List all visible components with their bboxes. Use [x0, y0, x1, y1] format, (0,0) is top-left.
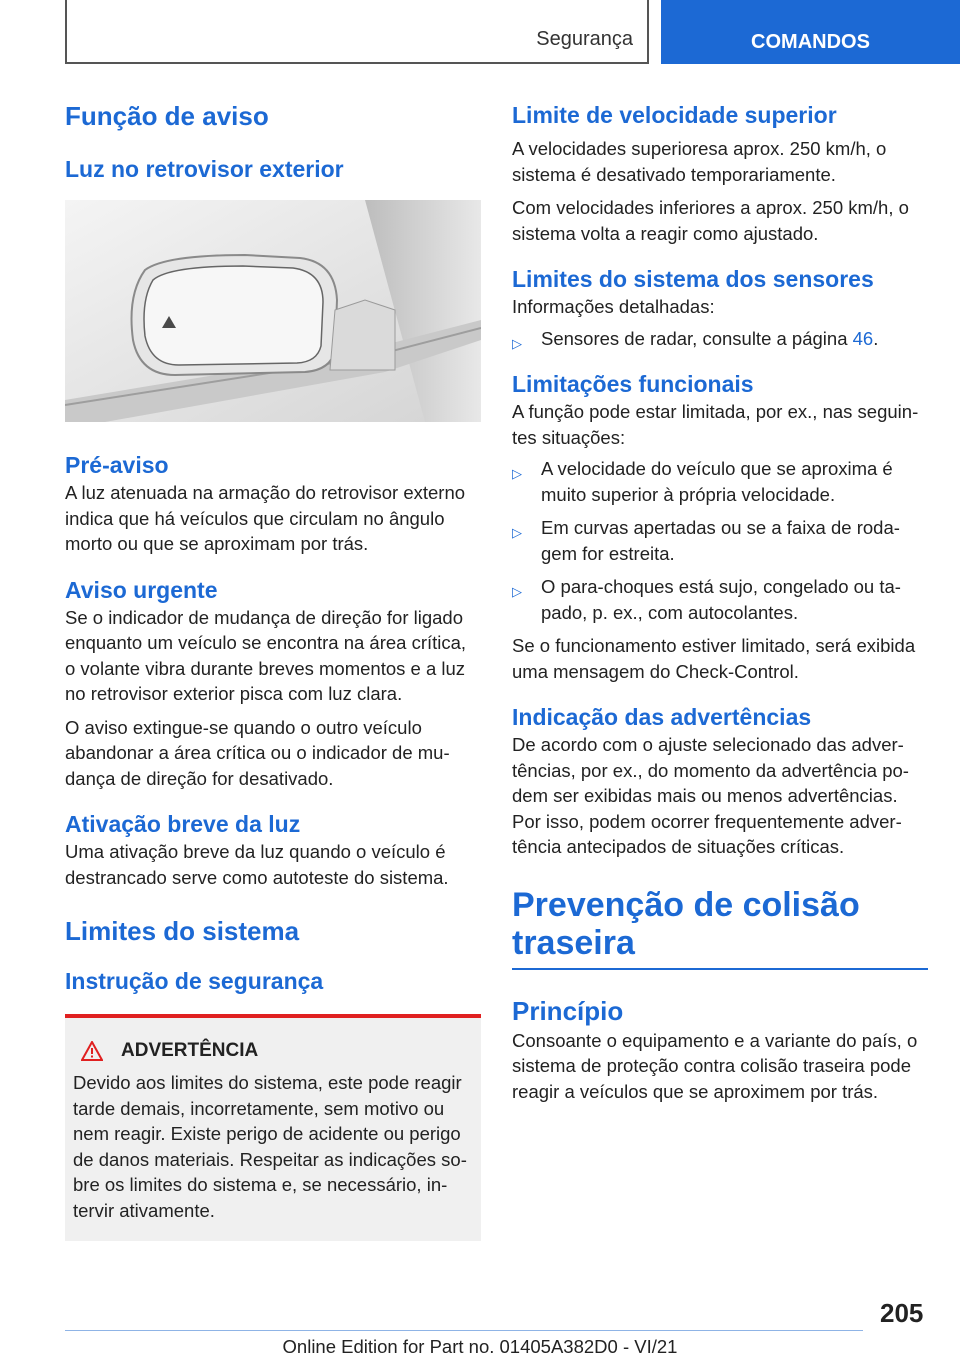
list-item — [512, 515, 928, 566]
text-limite-velocidade-2: Com velocidades inferiores a aprox. 250 km/h, o sistema volta a reagir como ajustado. — [512, 197, 909, 244]
warning-triangle-icon — [81, 1041, 103, 1061]
header-section-box — [65, 0, 649, 64]
warning-header — [73, 1040, 473, 1062]
header-section-title: Segurança — [536, 28, 633, 50]
mirror-illustration — [65, 200, 481, 422]
text-limitacoes-2: Se o funcionamento estiver limitado, será exibida uma mensagem do Check-Control. — [512, 635, 916, 682]
list-item — [512, 574, 928, 625]
footer-divider — [65, 1330, 863, 1331]
sensores-bullet-end: . — [873, 327, 879, 349]
header-tab-comandos[interactable] — [661, 0, 960, 64]
warning-title: ADVERTÊNCIA — [121, 1040, 259, 1061]
header-tab-label: COMANDOS — [751, 31, 870, 53]
bullet-triangle-icon: ▷ — [512, 525, 522, 540]
heading-luz-retrovisor: Luz no retrovisor exterior — [65, 156, 344, 182]
heading-funcao-aviso: Função de aviso — [65, 101, 269, 131]
bullet-triangle-icon: ▷ — [512, 335, 522, 351]
sensores-bullet-text: Sensores de radar, consulte a página — [541, 327, 853, 349]
text-informacoes-detalhadas: Informações detalhadas: — [512, 296, 715, 317]
left-column — [65, 100, 481, 1241]
heading-pre-aviso: Pré-aviso — [65, 452, 169, 478]
limitacao-text: Em curvas apertadas ou se a faixa de rodagem for estreita. — [541, 517, 900, 564]
text-aviso-urgente-2: O aviso extingue-se quando o outro veículo abandonar a área crítica ou o indicador de mudança de direção for desativado. — [65, 716, 450, 789]
heading-instrucao-seguranca: Instrução de segurança — [65, 968, 324, 994]
heading-principio: Princípio — [512, 995, 624, 1026]
heading-prevencao-colisao: Prevenção de colisão traseira — [512, 885, 860, 962]
right-column — [512, 100, 928, 1104]
heading-limites-sistema: Limites do sistema — [65, 916, 300, 946]
text-principio: Consoante o equipamento e a variante do país, o sistema de proteção contra colisão traseira pode reagir a veículos que se aproximem por trás. — [512, 1029, 918, 1102]
sensores-list — [512, 326, 928, 352]
bullet-triangle-icon: ▷ — [512, 466, 522, 481]
list-item — [512, 456, 928, 507]
text-limitacoes: A função pode estar limitada, por ex., nas seguintes situações: — [512, 401, 919, 448]
bullet-triangle-icon: ▷ — [512, 584, 522, 599]
heading-limitacoes-funcionais: Limitações funcionais — [512, 371, 754, 397]
text-indicacao-advertencias: De acordo com o ajuste selecionado das advertências, por ex., do momento da advertência podem ser exibidas mais ou menos advertências. Por isso, podem ocorrer frequentemente advertência antecipados de situações críticas. — [512, 734, 909, 857]
limitacao-text: A velocidade do veículo que se aproxima é muito superior à própria velocidade. — [541, 458, 893, 505]
text-ativacao-breve: Uma ativação breve da luz quando o veículo é destrancado serve como autoteste do sistema. — [65, 841, 449, 888]
text-pre-aviso: A luz atenuada na armação do retrovisor externo indica que há veículos que circulam no ângulo morto ou que se aproximam por trás. — [65, 482, 466, 554]
heading-aviso-urgente: Aviso urgente — [65, 576, 218, 603]
footer-edition: Online Edition for Part no. 01405A382D0 - VI/21 — [282, 1336, 678, 1357]
text-aviso-urgente-1: Se o indicador de mudança de direção for ligado enquanto um veículo se encontra na área crítica, o volante vibra durante breves momentos e a luz no retrovisor exterior pisca com luz clara. — [65, 606, 467, 704]
heading-limites-sensores: Limites do sistema dos sensores — [512, 266, 874, 292]
heading-indicacao-advertencias: Indicação das advertências — [512, 704, 812, 730]
page-link-46[interactable]: 46 — [852, 327, 874, 349]
limitacao-text: O para-choques está sujo, congelado ou tapado, p. ex., com autocolantes. — [541, 576, 901, 623]
warning-box — [65, 1014, 481, 1241]
page-number: 205 — [880, 1298, 924, 1328]
text-limite-velocidade-1: A velocidades superioresa aprox. 250 km/h, o sistema é desativado temporariamente. — [512, 138, 887, 185]
warning-text: Devido aos limites do sistema, este pode reagir tarde demais, incorretamente, sem motivo ou nem reagir. Existe perigo de acidente ou perigo de danos materiais. Respeitar as indicações sobre os limites do sistema e, se necessário, intervir ativamente. — [73, 1072, 467, 1221]
heading-ativacao-breve: Ativação breve da luz — [65, 811, 301, 837]
heading-limite-velocidade: Limite de velocidade superior — [512, 102, 837, 128]
limitacoes-list — [512, 456, 928, 625]
list-item — [512, 326, 928, 352]
